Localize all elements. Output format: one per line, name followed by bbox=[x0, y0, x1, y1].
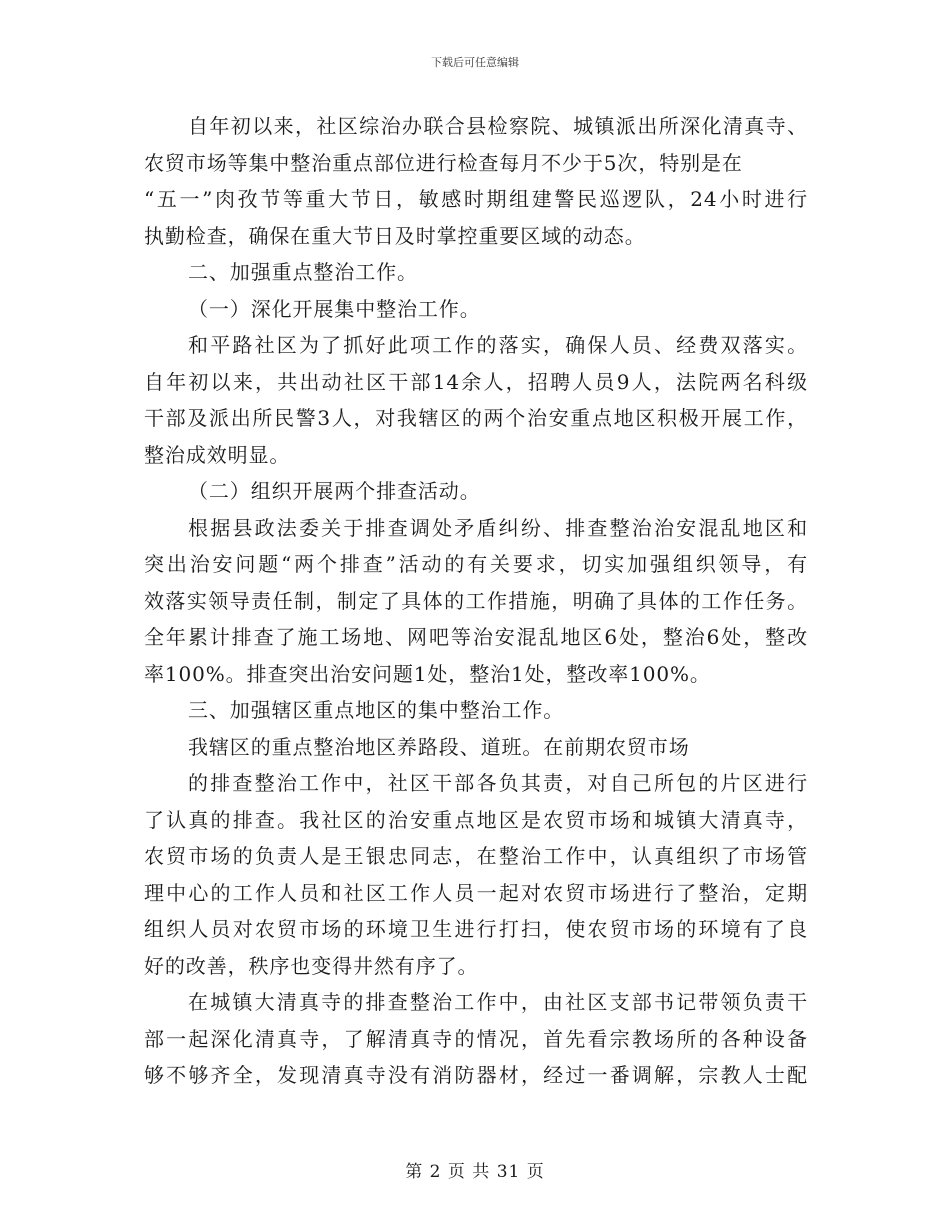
text-line: （一）深化开展集中整治工作。 bbox=[188, 296, 481, 321]
page-footer: 第 2 页 共 31 页 bbox=[405, 1162, 545, 1182]
text-line: 三、加强辖区重点地区的集中整治工作。 bbox=[188, 698, 565, 722]
text-line: 自年初以来，社区综治办联合县检察院、城镇派出所深化清真寺、 bbox=[188, 114, 808, 138]
text-line: 好的改善，秩序也变得井然有序了。 bbox=[144, 953, 479, 978]
text-line: “五一”肉孜节等重大节日，敏感时期组建警民巡逻队，24小时进行 bbox=[144, 187, 808, 211]
text-line: 农贸市场等集中整治重点部位进行检查每月不少于5次，特别是在 bbox=[144, 150, 743, 175]
text-line: 全年累计排查了施工场地、网吧等治安混乱地区6处，整治6处，整改 bbox=[144, 625, 808, 649]
text-line: 二、加强重点整治工作。 bbox=[188, 260, 418, 284]
text-line: （二）组织开展两个排查活动。 bbox=[188, 479, 481, 503]
text-line: 了认真的排查。我社区的治安重点地区是农贸市场和城镇大清真寺， bbox=[144, 807, 808, 832]
document-body bbox=[144, 108, 808, 1094]
text-line: 的排查整治工作中，社区干部各负其责，对自己所包的片区进行 bbox=[188, 771, 808, 795]
text-line: 自年初以来，共出动社区干部14余人，招聘人员9人，法院两名科级 bbox=[144, 369, 808, 394]
text-line: 部一起深化清真寺，了解清真寺的情况，首先看宗教场所的各种设备 bbox=[144, 1026, 808, 1051]
text-line: 我辖区的重点整治地区养路段、道班。在前期农贸市场 bbox=[188, 734, 690, 759]
text-line: 组织人员对农贸市场的环境卫生进行打扫，使农贸市场的环境有了良 bbox=[144, 917, 808, 941]
text-line: 整治成效明显。 bbox=[144, 442, 291, 467]
text-line: 农贸市场的负责人是王银忠同志，在整治工作中，认真组织了市场管 bbox=[144, 844, 808, 868]
text-line: 够不够齐全，发现清真寺没有消防器材，经过一番调解，宗教人士配 bbox=[144, 1063, 808, 1087]
text-line: 率100%。排查突出治安问题1处，整治1处，整改率100%。 bbox=[144, 661, 711, 686]
text-line: 理中心的工作人员和社区工作人员一起对农贸市场进行了整治，定期 bbox=[144, 880, 808, 905]
text-line: 和平路社区为了抓好此项工作的落实，确保人员、经费双落实。 bbox=[188, 333, 808, 357]
text-line: 在城镇大清真寺的排查整治工作中，由社区支部书记带领负责干 bbox=[188, 990, 808, 1014]
text-line: 执勤检查，确保在重大节日及时掌控重要区域的动态。 bbox=[144, 223, 646, 248]
page-header: 下载后可任意编辑 bbox=[431, 56, 519, 69]
text-line: 根据县政法委关于排查调处矛盾纠纷、排查整治治安混乱地区和 bbox=[188, 515, 808, 540]
text-line: 干部及派出所民警3人，对我辖区的两个治安重点地区积极开展工作， bbox=[144, 406, 808, 430]
text-line: 突出治安问题“两个排查”活动的有关要求，切实加强组织领导，有 bbox=[144, 552, 808, 576]
text-line: 效落实领导责任制，制定了具体的工作措施，明确了具体的工作任务。 bbox=[144, 588, 808, 613]
